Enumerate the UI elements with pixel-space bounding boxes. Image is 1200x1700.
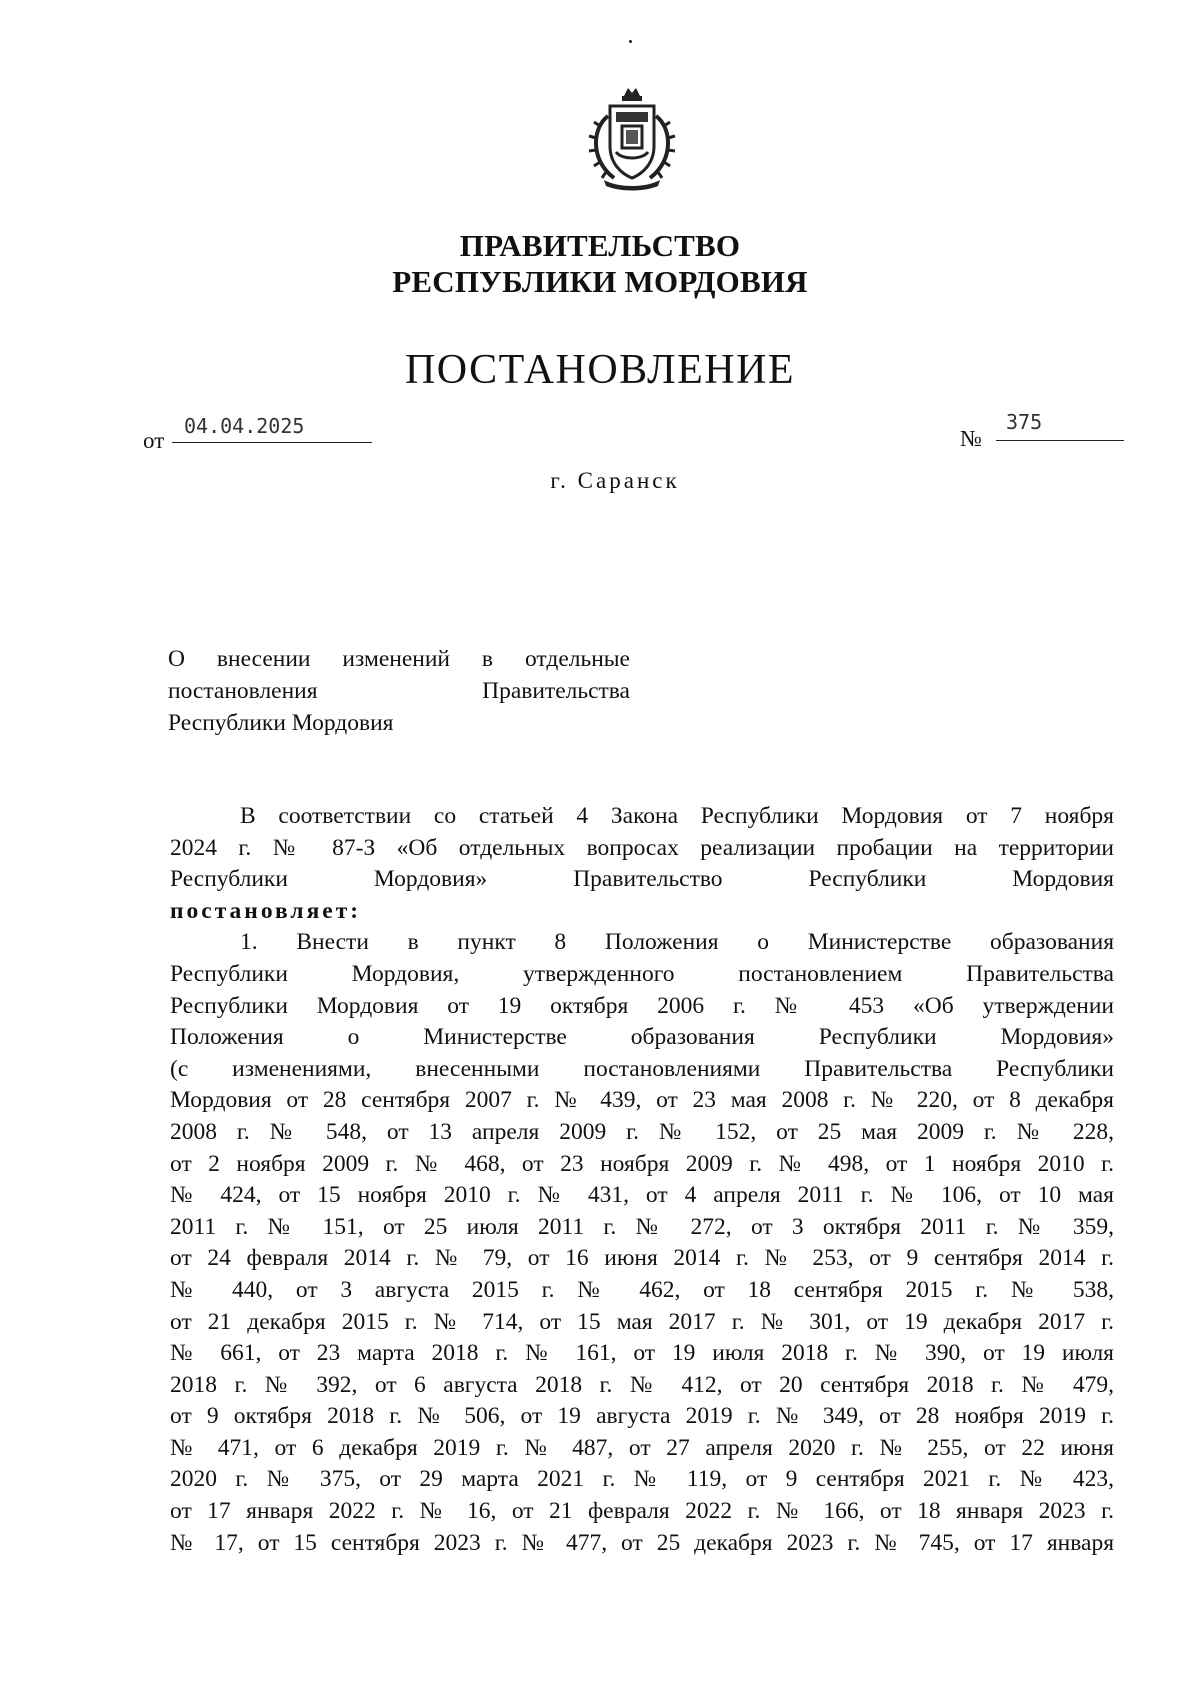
body-line: Положения о Министерстве образования Республики Мордовия» <box>170 1024 1114 1051</box>
body-line: № 661, от 23 марта 2018 г. № 161, от 19 июля 2018 г. № 390, от 19 июля <box>170 1340 1114 1367</box>
date-field <box>172 412 372 443</box>
body-line: 2020 г. № 375, от 29 марта 2021 г. № 119, от 9 сентября 2021 г. № 423, <box>170 1466 1114 1493</box>
body-line: Республики Мордовия от 19 октября 2006 г. № 453 «Об утверждении <box>170 992 1114 1019</box>
body-line: Республики Мордовия» Правительство Республики Мордовия <box>170 866 1114 893</box>
body-line: В соответствии со статьей 4 Закона Республики Мордовия от 7 ноября <box>240 803 1114 829</box>
subject-line: О внесении изменений в отдельные <box>168 646 630 672</box>
body-line: Республики Мордовия, утвержденного постановлением Правительства <box>170 960 1114 987</box>
number-field <box>996 410 1124 441</box>
document-subject <box>168 643 630 739</box>
subject-line: постановления Правительства <box>168 678 630 704</box>
body-line: № 424, от 15 ноября 2010 г. № 431, от 4 апреля 2011 г. № 106, от 10 мая <box>170 1182 1114 1209</box>
document-type-title: ПОСТАНОВЛЕНИЕ <box>404 347 796 393</box>
coat-of-arms-icon <box>578 82 686 194</box>
date-value: 04.04.2025 <box>184 414 305 438</box>
body-line: № 440, от 3 августа 2015 г. № 462, от 18 сентября 2015 г. № 538, <box>170 1276 1114 1303</box>
body-line: от 9 октября 2018 г. № 506, от 19 августа 2019 г. № 349, от 28 ноября 2019 г. <box>170 1403 1114 1430</box>
body-line: от 2 ноября 2009 г. № 468, от 23 ноября 2009 г. № 498, от 1 ноября 2010 г. <box>170 1150 1114 1177</box>
body-line: от 17 января 2022 г. № 16, от 21 февраля 2022 г. № 166, от 18 января 2023 г. <box>170 1498 1114 1525</box>
resolution-keyword: постановляет: <box>170 897 362 924</box>
organization-line-1: ПРАВИТЕЛЬСТВО <box>459 228 741 263</box>
body-line: 2018 г. № 392, от 6 августа 2018 г. № 412, от 20 сентября 2018 г. № 479, <box>170 1371 1114 1398</box>
body-line: 1. Внести в пункт 8 Положения о Министерстве образования <box>240 929 1114 956</box>
body-line: от 24 февраля 2014 г. № 79, от 16 июня 2014 г. № 253, от 9 сентября 2014 г. <box>170 1245 1114 1272</box>
date-prefix-label: от <box>143 428 165 453</box>
body-line: № 17, от 15 сентября 2023 г. № 477, от 25 декабря 2023 г. № 745, от 17 января <box>170 1529 1114 1556</box>
body-line: № 471, от 6 декабря 2019 г. № 487, от 27 апреля 2020 г. № 255, от 22 июня <box>170 1434 1114 1461</box>
body-line: (с изменениями, внесенными постановлениями Правительства Республики <box>170 1055 1114 1082</box>
number-sign-label: № <box>960 426 982 451</box>
subject-line: Республики Мордовия <box>168 710 394 736</box>
number-value: 375 <box>1006 410 1043 434</box>
city-label: г. Саранск <box>550 468 680 493</box>
body-line: Мордовия от 28 сентября 2007 г. № 439, от 23 мая 2008 г. № 220, от 8 декабря <box>170 1087 1114 1114</box>
body-line: от 21 декабря 2015 г. № 714, от 15 мая 2017 г. № 301, от 19 декабря 2017 г. <box>170 1308 1114 1335</box>
organization-title <box>0 228 1200 300</box>
scan-speck <box>629 40 632 43</box>
body-line: 2024 г. № 87-З «Об отдельных вопросах реализации пробации на территории <box>170 834 1114 861</box>
organization-line-2: РЕСПУБЛИКИ МОРДОВИЯ <box>392 264 808 299</box>
body-line: 2011 г. № 151, от 25 июля 2011 г. № 272, от 3 октября 2011 г. № 359, <box>170 1213 1114 1240</box>
body-line: 2008 г. № 548, от 13 апреля 2009 г. № 152, от 25 мая 2009 г. № 228, <box>170 1118 1114 1145</box>
document-body <box>170 801 1114 1559</box>
